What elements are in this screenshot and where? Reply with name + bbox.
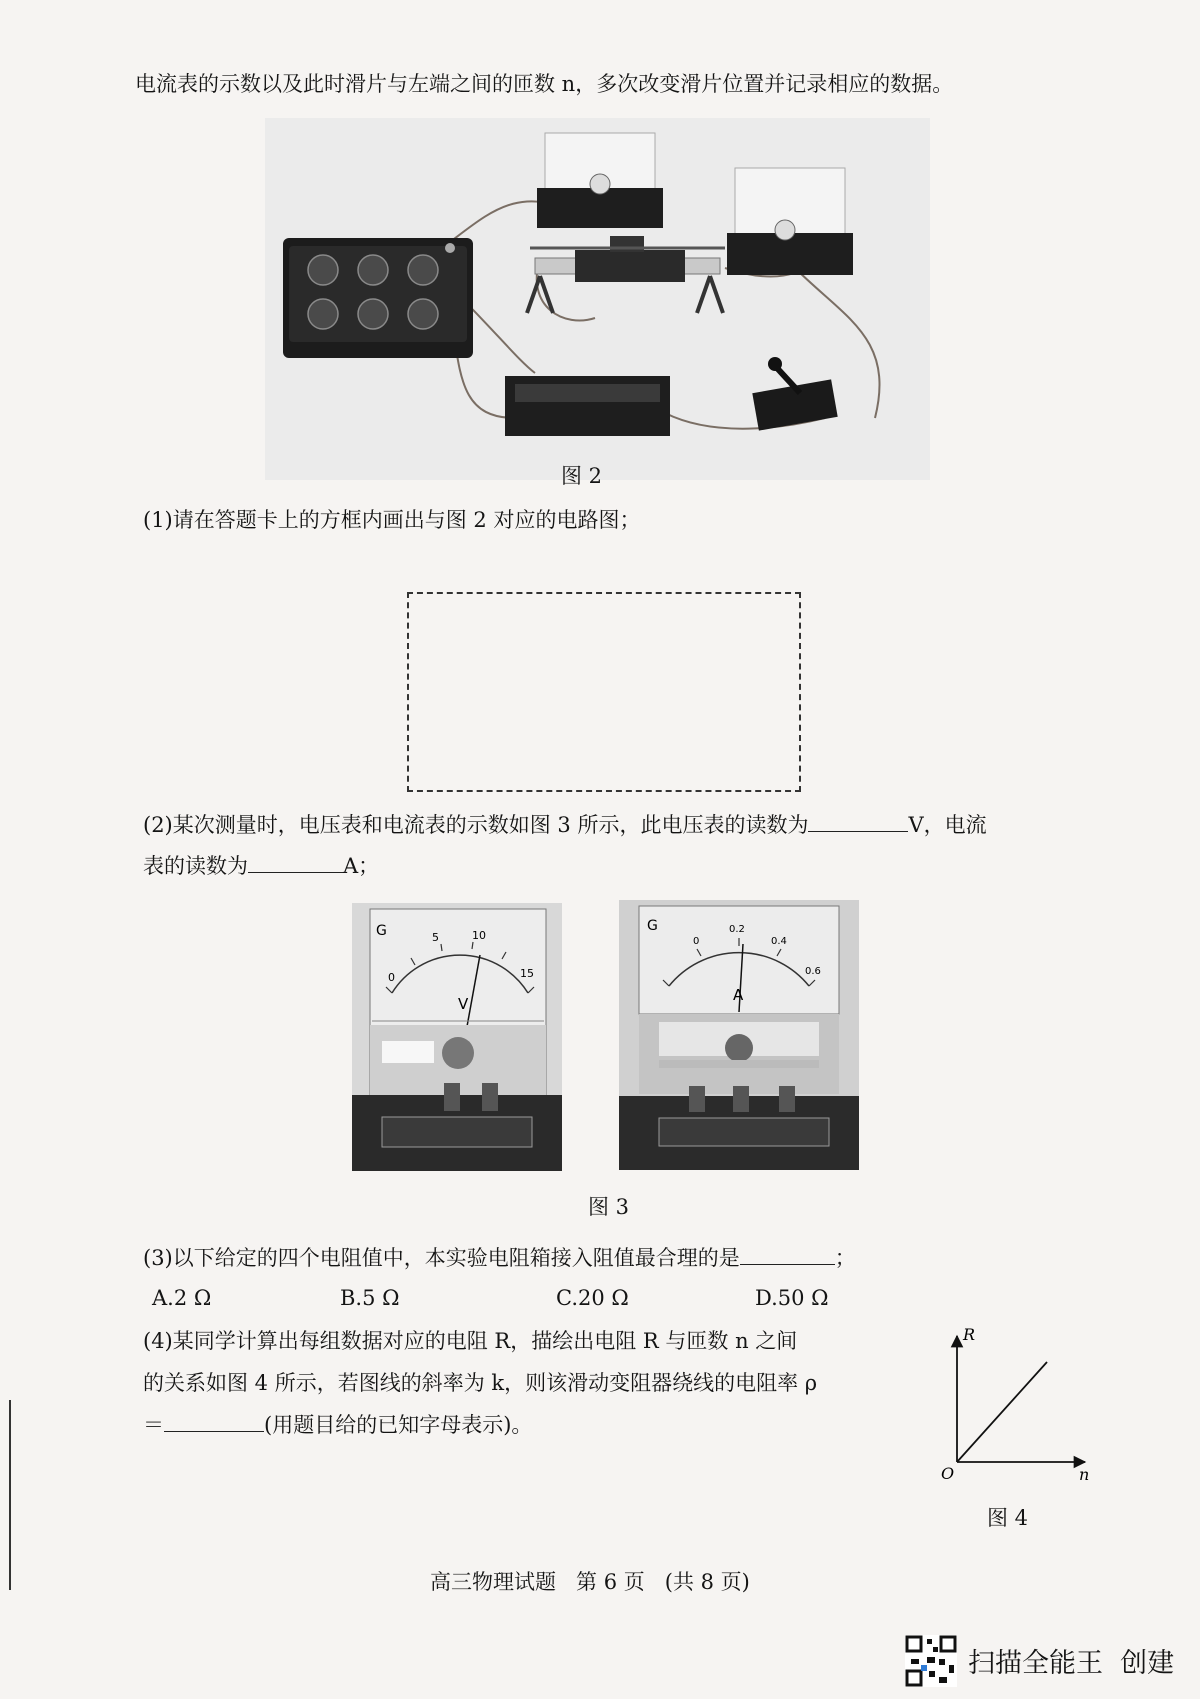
question-4-line-2: 的关系如图 4 所示，若图线的斜率为 k，则该滑动变阻器绕线的电阻率 ρ xyxy=(143,1371,818,1395)
option-a: A.2 Ω xyxy=(152,1286,212,1310)
option-b: B.5 Ω xyxy=(340,1286,400,1310)
figure-2-caption: 图 2 xyxy=(561,464,603,488)
question-3-answer-blank xyxy=(740,1264,835,1265)
ammeter-tick-label: 0.2 xyxy=(729,924,745,935)
intro-text: 电流表的示数以及此时滑片与左端之间的匝数 n，多次改变滑片位置并记录相应的数据。 xyxy=(135,72,954,96)
question-3-text: (3)以下给定的四个电阻值中，本实验电阻箱接入阻值最合理的是 xyxy=(143,1246,740,1270)
figure-4-caption: 图 4 xyxy=(987,1506,1029,1530)
ammeter-tick-label: 0.4 xyxy=(771,936,787,947)
question-2-text-c: 表的读数为 xyxy=(143,854,248,878)
voltmeter-tick-label: 10 xyxy=(472,929,486,942)
question-2-text-b: V，电流 xyxy=(908,813,987,837)
question-2-text-d: A； xyxy=(343,854,380,878)
question-4-line-3 xyxy=(143,1411,532,1439)
voltmeter-badge: G xyxy=(376,923,387,939)
option-c: C.20 Ω xyxy=(556,1286,629,1310)
r-axis-label: R xyxy=(963,1325,976,1344)
ammeter-unit: A xyxy=(733,986,744,1004)
question-2-text-a: (2)某次测量时，电压表和电流表的示数如图 3 所示，此电压表的读数为 xyxy=(143,813,809,837)
figure-4-graph xyxy=(935,1322,1095,1482)
question-2-line-2 xyxy=(143,852,379,880)
voltmeter-photo xyxy=(352,903,562,1171)
option-d: D.50 Ω xyxy=(755,1286,829,1310)
ammeter-reading-blank xyxy=(248,872,343,873)
ammeter-tick-label: 0.6 xyxy=(805,966,821,977)
margin-line xyxy=(9,1400,11,1590)
question-2-line-1 xyxy=(143,811,987,839)
ammeter-badge: G xyxy=(647,918,658,934)
figure-3-caption: 图 3 xyxy=(588,1195,630,1219)
page-footer: 高三物理试题 第 6 页 (共 8 页) xyxy=(430,1570,750,1594)
n-axis-label: n xyxy=(1079,1465,1090,1482)
ammeter-photo xyxy=(619,900,859,1170)
question-4-equals: ＝ xyxy=(143,1413,164,1437)
qr-code-icon xyxy=(905,1635,957,1687)
question-3-text-end: ； xyxy=(834,1246,856,1270)
voltmeter-tick-label: 0 xyxy=(388,971,395,984)
r-n-line xyxy=(957,1362,1047,1462)
figure-2-apparatus-drawing xyxy=(265,118,930,480)
ammeter-tick-label: 0 xyxy=(693,936,700,947)
voltmeter-tick-label: 5 xyxy=(432,931,439,944)
voltmeter-reading-blank xyxy=(808,831,908,832)
circuit-answer-box xyxy=(407,592,801,792)
question-4-text-end: (用题目给的已知字母表示)。 xyxy=(264,1413,533,1437)
scanner-watermark-text: 扫描全能王 创建 xyxy=(968,1648,1175,1679)
resistivity-answer-blank xyxy=(164,1431,264,1432)
question-4-line-1: (4)某同学计算出每组数据对应的电阻 R，描绘出电阻 R 与匝数 n 之间 xyxy=(143,1329,798,1353)
voltmeter-tick-label: 15 xyxy=(520,967,534,980)
question-1-text: (1)请在答题卡上的方框内画出与图 2 对应的电路图； xyxy=(143,508,641,532)
voltmeter-unit: V xyxy=(458,995,469,1013)
origin-label: O xyxy=(941,1464,955,1482)
figure-2-apparatus-photo xyxy=(265,118,930,480)
question-3-line xyxy=(143,1244,856,1272)
